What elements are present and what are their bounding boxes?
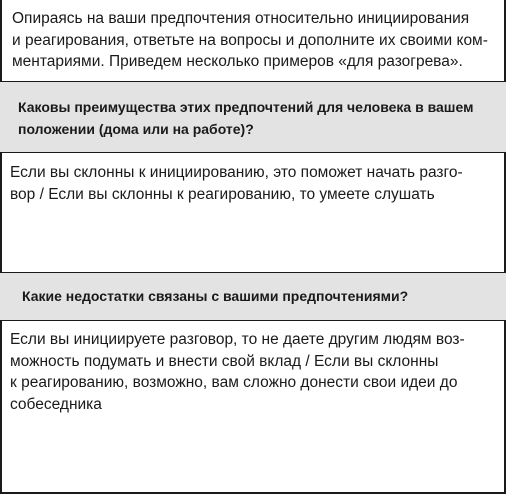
answer-1-line: Если вы склонны к инициированию, это поможет начать разго- [10,164,463,181]
intro-line: ментариями. Приведем несколько примеров «для разогрева». [12,53,463,70]
answer-1-text [10,162,500,205]
question-1-header [0,82,506,152]
question-1-line: Каковы преимущества этих предпочтений для человека в вашем [18,99,474,115]
intro-line: Опираясь на ваши предпочтения относительно инициирования [12,10,470,27]
question-2-line: Какие недостатки связаны с вашими предпочтениями? [22,288,409,304]
answer-1-line: вор / Если вы склонны к реагированию, то умеете слушать [10,185,435,203]
table-divider [0,152,506,153]
intro-line: и реагирования, ответьте на вопросы и дополните их своими ком- [12,31,488,49]
table-divider [0,320,506,321]
answer-2-line: к реагированию, возможно, вам сложно донести свои идеи до [10,374,458,391]
answer-2-line: можность подумать и внести свой вклад / Если вы склонны [10,352,439,370]
answer-2-line: собеседника [10,395,102,413]
question-2-header [0,273,506,320]
question-1-line: положении (дома или на работе)? [18,121,254,137]
answer-2-line: Если вы инициируете разговор, то не даете другим людям воз- [10,331,465,348]
answer-2-text [10,329,500,415]
intro-paragraph [12,8,500,73]
